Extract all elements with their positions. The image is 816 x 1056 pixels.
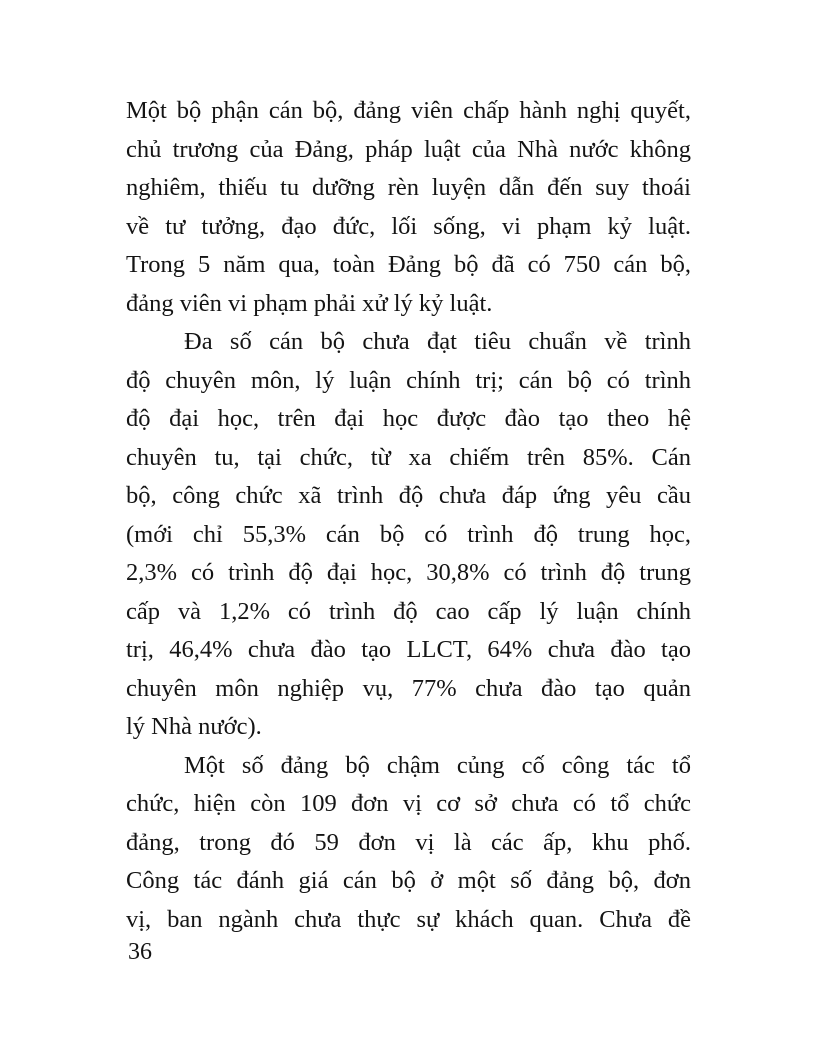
paragraph-2 <box>126 323 691 747</box>
page-number: 36 <box>128 939 152 965</box>
text-line: Công tác đánh giá cán bộ ở một số đảng bộ, đơn <box>126 867 691 894</box>
text-line: đảng, trong đó 59 đơn vị là các ấp, khu phố. <box>126 828 691 856</box>
text-line: Đa số cán bộ chưa đạt tiêu chuẩn về trình <box>184 328 691 355</box>
paragraph-3 <box>126 747 691 940</box>
text-line: trị, 46,4% chưa đào tạo LLCT, 64% chưa đào tạo <box>126 636 691 663</box>
text-line: cấp và 1,2% có trình độ cao cấp lý luận chính <box>126 597 691 625</box>
text-line: (mới chỉ 55,3% cán bộ có trình độ trung học, <box>126 520 691 548</box>
text-line: về tư tưởng, đạo đức, lối sống, vi phạm kỷ luật. <box>126 212 691 240</box>
text-line: Một số đảng bộ chậm củng cố công tác tổ <box>184 751 691 779</box>
text-line: Một bộ phận cán bộ, đảng viên chấp hành nghị quyết, <box>126 97 691 124</box>
text-line: nghiêm, thiếu tu dưỡng rèn luyện dẫn đến suy thoái <box>126 174 691 201</box>
text-line: vị, ban ngành chưa thực sự khách quan. Chưa đề <box>126 905 691 933</box>
paragraph-1 <box>126 92 691 323</box>
text-line: đảng viên vi phạm phải xử lý kỷ luật. <box>126 289 493 317</box>
text-line: bộ, công chức xã trình độ chưa đáp ứng yêu cầu <box>126 482 691 509</box>
text-line: chuyên tu, tại chức, từ xa chiếm trên 85%. Cán <box>126 443 691 471</box>
text-line: chuyên môn nghiệp vụ, 77% chưa đào tạo quản <box>126 674 691 702</box>
body-text <box>126 92 691 939</box>
text-line: độ đại học, trên đại học được đào tạo theo hệ <box>126 405 691 432</box>
text-line: lý Nhà nước). <box>126 713 262 740</box>
text-line: Trong 5 năm qua, toàn Đảng bộ đã có 750 cán bộ, <box>126 251 691 278</box>
text-line: 2,3% có trình độ đại học, 30,8% có trình độ trung <box>126 559 691 586</box>
text-line: độ chuyên môn, lý luận chính trị; cán bộ có trình <box>126 366 691 394</box>
text-line: chủ trương của Đảng, pháp luật của Nhà nước không <box>126 135 691 163</box>
text-line: chức, hiện còn 109 đơn vị cơ sở chưa có tổ chức <box>126 790 691 817</box>
